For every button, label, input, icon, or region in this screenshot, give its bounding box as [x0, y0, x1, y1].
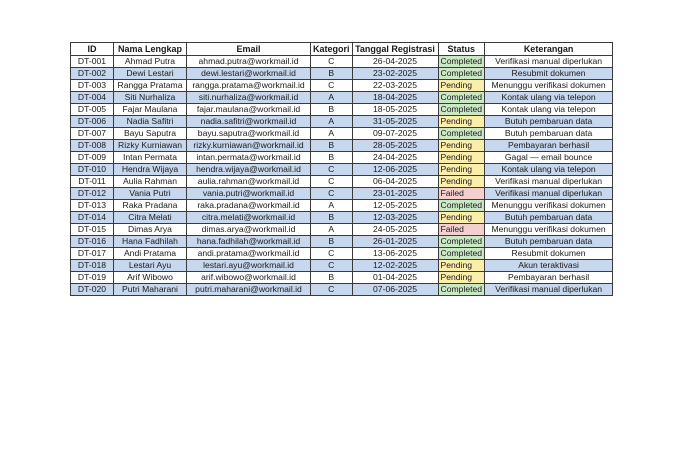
cell-keterangan[interactable]: Akun teraktivasi — [485, 260, 613, 272]
cell-tanggal-registrasi[interactable]: 26-04-2025 — [352, 56, 438, 68]
table-body — [71, 56, 613, 296]
cell-kategori[interactable]: B — [311, 152, 353, 164]
cell-keterangan[interactable]: Butuh pembaruan data — [485, 128, 613, 140]
cell-status[interactable]: Completed — [438, 68, 485, 80]
cell-email[interactable]: vania.putri@workmail.id — [187, 188, 311, 200]
cell-id[interactable]: DT-016 — [71, 236, 114, 248]
table-row — [71, 200, 613, 212]
cell-email[interactable]: aulia.rahman@workmail.id — [187, 176, 311, 188]
cell-status[interactable]: Pending — [438, 116, 485, 128]
cell-tanggal-registrasi[interactable]: 06-04-2025 — [352, 176, 438, 188]
cell-id[interactable]: DT-011 — [71, 176, 114, 188]
table-row — [71, 248, 613, 260]
cell-kategori[interactable]: A — [311, 224, 353, 236]
cell-email[interactable]: dimas.arya@workmail.id — [187, 224, 311, 236]
cell-kategori[interactable]: A — [311, 116, 353, 128]
cell-tanggal-registrasi[interactable]: 09-07-2025 — [352, 128, 438, 140]
cell-email[interactable]: raka.pradana@workmail.id — [187, 200, 311, 212]
cell-email[interactable]: rizky.kurniawan@workmail.id — [187, 140, 311, 152]
cell-status[interactable]: Pending — [438, 272, 485, 284]
cell-nama-lengkap[interactable]: Hendra Wijaya — [114, 164, 187, 176]
cell-kategori[interactable]: C — [311, 56, 353, 68]
cell-tanggal-registrasi[interactable]: 18-04-2025 — [352, 92, 438, 104]
cell-status[interactable]: Pending — [438, 212, 485, 224]
cell-nama-lengkap[interactable]: Lestari Ayu — [114, 260, 187, 272]
cell-nama-lengkap[interactable]: Intan Permata — [114, 152, 187, 164]
cell-id[interactable]: DT-002 — [71, 68, 114, 80]
cell-id[interactable]: DT-001 — [71, 56, 114, 68]
cell-id[interactable]: DT-017 — [71, 248, 114, 260]
column-header-kategori[interactable]: Kategori — [311, 43, 353, 56]
cell-id[interactable]: DT-004 — [71, 92, 114, 104]
cell-tanggal-registrasi[interactable]: 23-02-2025 — [352, 68, 438, 80]
cell-kategori[interactable]: C — [311, 248, 353, 260]
table-row — [71, 212, 613, 224]
cell-email[interactable]: intan.permata@workmail.id — [187, 152, 311, 164]
table-row — [71, 164, 613, 176]
cell-id[interactable]: DT-008 — [71, 140, 114, 152]
table-row — [71, 92, 613, 104]
cell-kategori[interactable]: C — [311, 80, 353, 92]
cell-nama-lengkap[interactable]: Fajar Maulana — [114, 104, 187, 116]
cell-keterangan[interactable]: Gagal — email bounce — [485, 152, 613, 164]
cell-id[interactable]: DT-010 — [71, 164, 114, 176]
cell-keterangan[interactable]: Butuh pembaruan data — [485, 236, 613, 248]
cell-id[interactable]: DT-005 — [71, 104, 114, 116]
cell-nama-lengkap[interactable]: Nadia Safitri — [114, 116, 187, 128]
cell-keterangan[interactable]: Butuh pembaruan data — [485, 212, 613, 224]
cell-nama-lengkap[interactable]: Rizky Kurniawan — [114, 140, 187, 152]
cell-email[interactable]: dewi.lestari@workmail.id — [187, 68, 311, 80]
cell-kategori[interactable]: C — [311, 188, 353, 200]
cell-status[interactable]: Completed — [438, 284, 485, 296]
table-row — [71, 176, 613, 188]
cell-keterangan[interactable]: Verifikasi manual diperlukan — [485, 284, 613, 296]
cell-tanggal-registrasi[interactable]: 12-03-2025 — [352, 212, 438, 224]
cell-kategori[interactable]: B — [311, 68, 353, 80]
cell-kategori[interactable]: B — [311, 140, 353, 152]
cell-keterangan[interactable]: Menunggu verifikasi dokumen — [485, 200, 613, 212]
cell-email[interactable]: citra.melati@workmail.id — [187, 212, 311, 224]
cell-nama-lengkap[interactable]: Citra Melati — [114, 212, 187, 224]
cell-kategori[interactable]: B — [311, 272, 353, 284]
cell-email[interactable]: rangga.pratama@workmail.id — [187, 80, 311, 92]
column-header-id[interactable]: ID — [71, 43, 114, 56]
cell-nama-lengkap[interactable]: Putri Maharani — [114, 284, 187, 296]
cell-tanggal-registrasi[interactable]: 12-06-2025 — [352, 164, 438, 176]
cell-keterangan[interactable]: Verifikasi manual diperlukan — [485, 188, 613, 200]
cell-kategori[interactable]: A — [311, 92, 353, 104]
cell-id[interactable]: DT-019 — [71, 272, 114, 284]
cell-id[interactable]: DT-014 — [71, 212, 114, 224]
cell-email[interactable]: hana.fadhilah@workmail.id — [187, 236, 311, 248]
cell-tanggal-registrasi[interactable]: 28-05-2025 — [352, 140, 438, 152]
cell-kategori[interactable]: A — [311, 128, 353, 140]
cell-status[interactable]: Pending — [438, 260, 485, 272]
table-row — [71, 224, 613, 236]
table-row — [71, 128, 613, 140]
cell-keterangan[interactable]: Menunggu verifikasi dokumen — [485, 224, 613, 236]
cell-email[interactable]: andi.pratama@workmail.id — [187, 248, 311, 260]
cell-email[interactable]: putri.maharani@workmail.id — [187, 284, 311, 296]
cell-email[interactable]: lestari.ayu@workmail.id — [187, 260, 311, 272]
cell-keterangan[interactable]: Resubmit dokumen — [485, 68, 613, 80]
table-row — [71, 116, 613, 128]
cell-kategori[interactable]: C — [311, 164, 353, 176]
cell-nama-lengkap[interactable]: Ahmad Putra — [114, 56, 187, 68]
cell-nama-lengkap[interactable]: Raka Pradana — [114, 200, 187, 212]
cell-keterangan[interactable]: Pembayaran berhasil — [485, 140, 613, 152]
cell-status[interactable]: Completed — [438, 56, 485, 68]
table-row — [71, 80, 613, 92]
table-row — [71, 272, 613, 284]
cell-keterangan[interactable]: Pembayaran berhasil — [485, 272, 613, 284]
cell-nama-lengkap[interactable]: Siti Nurhaliza — [114, 92, 187, 104]
cell-keterangan[interactable]: Butuh pembaruan data — [485, 116, 613, 128]
cell-tanggal-registrasi[interactable]: 01-04-2025 — [352, 272, 438, 284]
cell-nama-lengkap[interactable]: Aulia Rahman — [114, 176, 187, 188]
cell-kategori[interactable]: C — [311, 260, 353, 272]
cell-kategori[interactable]: B — [311, 236, 353, 248]
cell-kategori[interactable]: C — [311, 176, 353, 188]
cell-status[interactable]: Pending — [438, 164, 485, 176]
cell-keterangan[interactable]: Kontak ulang via telepon — [485, 92, 613, 104]
cell-keterangan[interactable]: Verifikasi manual diperlukan — [485, 176, 613, 188]
table-row — [71, 188, 613, 200]
cell-nama-lengkap[interactable]: Andi Pratama — [114, 248, 187, 260]
cell-nama-lengkap[interactable]: Dimas Arya — [114, 224, 187, 236]
cell-tanggal-registrasi[interactable]: 07-06-2025 — [352, 284, 438, 296]
cell-keterangan[interactable]: Kontak ulang via telepon — [485, 104, 613, 116]
cell-status[interactable]: Failed — [438, 224, 485, 236]
table-row — [71, 284, 613, 296]
table-row — [71, 56, 613, 68]
cell-kategori[interactable]: C — [311, 284, 353, 296]
cell-tanggal-registrasi[interactable]: 22-03-2025 — [352, 80, 438, 92]
column-header-tanggal-registrasi[interactable]: Tanggal Registrasi — [352, 43, 438, 56]
cell-id[interactable]: DT-007 — [71, 128, 114, 140]
table-row — [71, 260, 613, 272]
cell-status[interactable]: Failed — [438, 188, 485, 200]
cell-status[interactable]: Pending — [438, 152, 485, 164]
cell-email[interactable]: bayu.saputra@workmail.id — [187, 128, 311, 140]
table-row — [71, 152, 613, 164]
cell-email[interactable]: fajar.maulana@workmail.id — [187, 104, 311, 116]
table-row — [71, 68, 613, 80]
cell-nama-lengkap[interactable]: Hana Fadhilah — [114, 236, 187, 248]
cell-keterangan[interactable]: Kontak ulang via telepon — [485, 164, 613, 176]
cell-nama-lengkap[interactable]: Arif Wibowo — [114, 272, 187, 284]
cell-email[interactable]: nadia.safitri@workmail.id — [187, 116, 311, 128]
cell-id[interactable]: DT-006 — [71, 116, 114, 128]
cell-tanggal-registrasi[interactable]: 24-04-2025 — [352, 152, 438, 164]
cell-status[interactable]: Completed — [438, 200, 485, 212]
table-row — [71, 236, 613, 248]
cell-status[interactable]: Completed — [438, 92, 485, 104]
cell-keterangan[interactable]: Resubmit dokumen — [485, 248, 613, 260]
cell-id[interactable]: DT-020 — [71, 284, 114, 296]
cell-email[interactable]: siti.nurhaliza@workmail.id — [187, 92, 311, 104]
cell-id[interactable]: DT-015 — [71, 224, 114, 236]
cell-status[interactable]: Pending — [438, 80, 485, 92]
cell-status[interactable]: Pending — [438, 140, 485, 152]
cell-keterangan[interactable]: Menunggu verifikasi dokumen — [485, 80, 613, 92]
cell-nama-lengkap[interactable]: Rangga Pratama — [114, 80, 187, 92]
cell-nama-lengkap[interactable]: Bayu Saputra — [114, 128, 187, 140]
cell-status[interactable]: Completed — [438, 236, 485, 248]
cell-kategori[interactable]: B — [311, 212, 353, 224]
column-header-nama-lengkap[interactable]: Nama Lengkap — [114, 43, 187, 56]
column-header-keterangan[interactable]: Keterangan — [485, 43, 613, 56]
cell-nama-lengkap[interactable]: Dewi Lestari — [114, 68, 187, 80]
cell-tanggal-registrasi[interactable]: 31-05-2025 — [352, 116, 438, 128]
data-table — [70, 42, 613, 296]
cell-nama-lengkap[interactable]: Vania Putri — [114, 188, 187, 200]
table-row — [71, 140, 613, 152]
cell-status[interactable]: Completed — [438, 104, 485, 116]
cell-id[interactable]: DT-012 — [71, 188, 114, 200]
column-header-email[interactable]: Email — [187, 43, 311, 56]
cell-kategori[interactable]: A — [311, 200, 353, 212]
cell-keterangan[interactable]: Verifikasi manual diperlukan — [485, 56, 613, 68]
cell-tanggal-registrasi[interactable]: 23-01-2025 — [352, 188, 438, 200]
cell-tanggal-registrasi[interactable]: 12-05-2025 — [352, 200, 438, 212]
cell-status[interactable]: Completed — [438, 248, 485, 260]
cell-status[interactable]: Pending — [438, 176, 485, 188]
cell-status[interactable]: Completed — [438, 128, 485, 140]
cell-id[interactable]: DT-018 — [71, 260, 114, 272]
cell-email[interactable]: ahmad.putra@workmail.id — [187, 56, 311, 68]
cell-tanggal-registrasi[interactable]: 13-06-2025 — [352, 248, 438, 260]
cell-tanggal-registrasi[interactable]: 26-01-2025 — [352, 236, 438, 248]
header-row — [71, 43, 613, 56]
cell-id[interactable]: DT-003 — [71, 80, 114, 92]
cell-tanggal-registrasi[interactable]: 24-05-2025 — [352, 224, 438, 236]
cell-email[interactable]: hendra.wijaya@workmail.id — [187, 164, 311, 176]
cell-kategori[interactable]: B — [311, 104, 353, 116]
cell-tanggal-registrasi[interactable]: 12-02-2025 — [352, 260, 438, 272]
cell-id[interactable]: DT-009 — [71, 152, 114, 164]
cell-tanggal-registrasi[interactable]: 18-05-2025 — [352, 104, 438, 116]
cell-email[interactable]: arif.wibowo@workmail.id — [187, 272, 311, 284]
column-header-status[interactable]: Status — [438, 43, 485, 56]
table-row — [71, 104, 613, 116]
spreadsheet — [70, 42, 613, 296]
cell-id[interactable]: DT-013 — [71, 200, 114, 212]
